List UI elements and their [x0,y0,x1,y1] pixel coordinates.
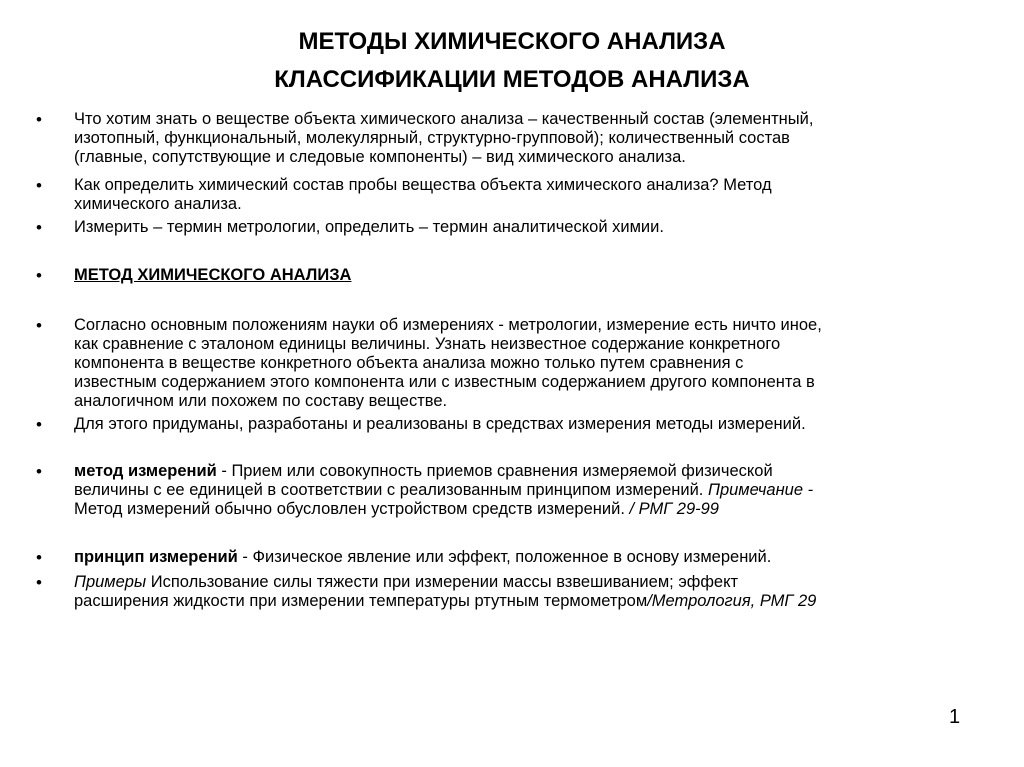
page-title: МЕТОДЫ ХИМИЧЕСКОГО АНАЛИЗА [298,28,726,55]
section-heading: МЕТОД ХИМИЧЕСКОГО АНАЛИЗА [74,266,352,284]
reference: / РМГ 29-99 [629,500,719,518]
definition-continued: Метод измерений обычно обусловлен устройством средств измерений. [74,500,625,518]
item-text [74,462,989,519]
bullet-icon: • [36,573,42,592]
item-text: Согласно основным положениям науки об измерениях - метрологии, измерение есть ничто иное, как сравнение с эталоном единицы величины. Узнать неизвестное содержание конкретного компонента в веществе конкретного объекта анализа можно только путем сравнения с известным содержанием этого компонента или с известным содержанием другого компонента в аналогичном или похожем по составу веществе. [74,316,822,410]
bullet-icon: • [36,415,42,434]
item-text: Что хотим знать о веществе объекта химического анализа – качественный состав (элементный, изотопный, функциональный, молекулярный, структурно-групповой); количественный состав (главные, сопутствующие и следовые компоненты) – вид химического анализа. [74,110,814,166]
item-text: Измерить – термин метрологии, определить – термин аналитической химии. [74,218,664,236]
term: метод измерений [74,462,217,480]
term: принцип измерений [74,548,238,566]
bullet-icon: • [36,462,42,481]
examples-label: Примеры [74,573,147,591]
page-number: 1 [949,706,961,728]
bullet-icon: • [36,176,42,195]
item-text [74,573,989,611]
bullet-icon: • [36,218,42,237]
note-label: Примечание - [707,481,814,499]
bullet-icon: • [36,266,42,285]
bullet-icon: • [36,316,42,335]
item-text [74,548,989,567]
reference: /Метрология, РМГ 29 [647,592,817,610]
page-subtitle: КЛАССИФИКАЦИИ МЕТОДОВ АНАЛИЗА [274,66,750,93]
item-text: Как определить химический состав пробы вещества объекта химического анализа? Метод химического анализа. [74,176,772,213]
item-text: Для этого придуманы, разработаны и реализованы в средствах измерения методы измерений. [74,415,806,433]
bullet-icon: • [36,548,42,567]
definition: - Прием или совокупность приемов сравнения измеряемой физической величины с ее единицей в соответствии с реализованным принципом измерений. [74,462,773,499]
bullet-icon: • [36,110,42,129]
definition: - Физическое явление или эффект, положенное в основу измерений. [237,548,772,566]
examples-text: Использование силы тяжести при измерении массы взвешиванием; эффект расширения жидкости при измерении температуры ртутным термометром [74,573,739,610]
